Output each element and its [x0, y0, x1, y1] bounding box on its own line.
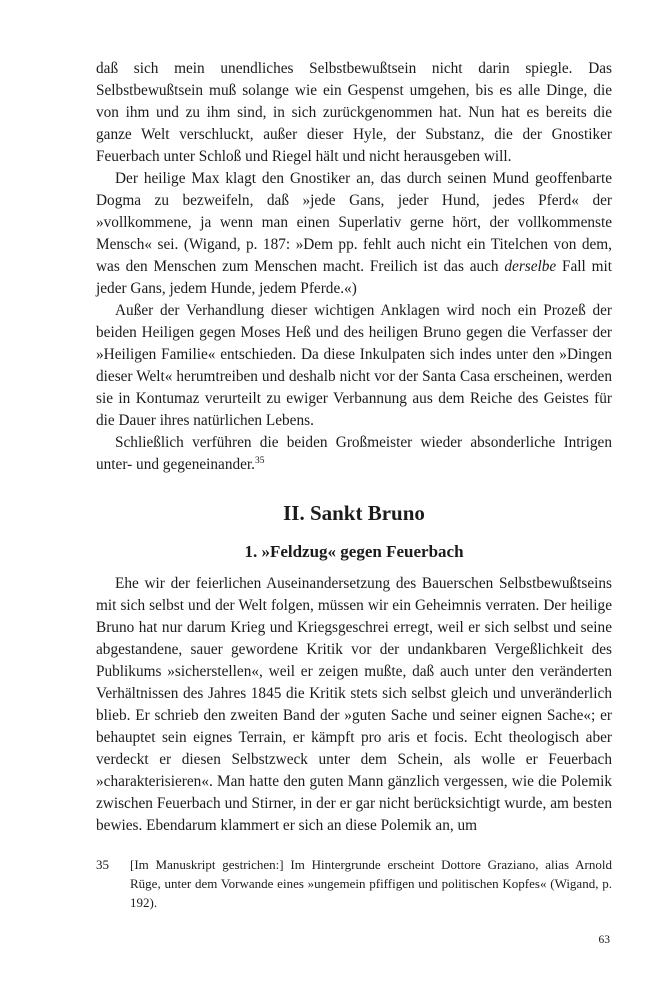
- chapter-title: II. Sankt Bruno: [283, 501, 425, 525]
- footnote-reference: 35: [254, 456, 265, 466]
- paragraph-2: [96, 168, 612, 300]
- paragraph-1-text: daß sich mein unendliches Selbstbewußtsein nicht darin spiegle. Das Selbstbewußtsein muß solange wie ein Gespenst umgehen, bis es alle Dinge, die von ihm und zu ihm sind, in sich zurückgenommen hat. Nun hat es bereits die ganze Welt verschluckt, außer dieser Hyle, der Substanz, die der Gnostiker Feuerbach unter Schloß und Riegel hält und nicht herausgeben will.: [96, 60, 612, 165]
- paragraph-3-text: Außer der Verhandlung dieser wichtigen Anklagen wird noch ein Prozeß der beiden Heiligen gegen Moses Heß und des heiligen Bruno gegen die Verfasser der »Heiligen Familie« entschieden. Da diese Inkulpaten sich indes unter den »Dingen dieser Welt« herumtreiben und deshalb nicht vor der Santa Casa erscheinen, werden sie in Kontumaz verurteilt zu ewiger Verbannung aus dem Reiche des Geistes für die Dauer ihres natürlichen Lebens.: [96, 302, 612, 429]
- paragraph-3: [96, 300, 612, 432]
- paragraph-2-text: Der heilige Max klagt den Gnostiker an, das durch seinen Mund geoffenbarte Dogma zu bezweifeln, daß »jede Gans, jeder Hund, jedes Pferd« der »vollkommene, ja wenn man einen Superlativ gerne hört, der vollkommenste Mensch« sei. (Wigand, p. 187: »Dem pp. fehlt auch nicht ein Titelchen von dem, was den Menschen zum Menschen macht. Freilich ist das auch: [96, 170, 612, 275]
- section-body: [96, 573, 612, 837]
- page-number: 63: [598, 934, 610, 946]
- body-text: [96, 58, 612, 476]
- paragraph-4: [96, 432, 612, 476]
- footnote-number: 35: [96, 857, 109, 872]
- footnote: [96, 855, 612, 912]
- paragraph-2-text-end: Fall mit jeder Gans, jedem Hunde, jedem Pferde.«): [96, 258, 612, 297]
- emphasis-derselbe: derselbe: [504, 258, 557, 275]
- paragraph-4-text: Schließlich verführen die beiden Großmeister wieder absonderliche Intrigen unter- und gegeneinander.: [96, 434, 612, 473]
- footnote-text: [Im Manuskript gestrichen:] Im Hintergrunde erscheint Dottore Graziano, alias Arnold Rüge, unter dem Vorwande eines »ungemein pfiffigen und politischen Kopfes« (Wigand, p. 192).: [130, 857, 612, 910]
- section-title: 1. »Feldzug« gegen Feuerbach: [244, 542, 464, 561]
- paragraph-1: [96, 58, 612, 168]
- page-body: [96, 58, 612, 837]
- section-paragraph: Ehe wir der feierlichen Auseinandersetzung des Bauerschen Selbstbewußtseins mit sich selbst und der Welt folgen, müssen wir ein Geheimnis verraten. Der heilige Bruno hat nur darum Krieg und Kriegsgeschrei erregt, weil er sich selbst und seine abgestandene, sauer gewordene Kritik vor der undankbaren Vergeßlichkeit des Publikums »sicherstellen«, weil er zeigen mußte, daß auch unter den veränderten Verhältnissen des Jahres 1845 die Kritik stets sich selbst gleich und unveränderlich blieb. Er schrieb den zweiten Band der »guten Sache und seiner eignen Sache«; er behauptet sein eignes Terrain, er kämpft pro aris et focis. Echt theologisch aber verdeckt er diesen Selbstzweck unter dem Schein, als wolle er Feuerbach »charakterisieren«. Man hatte den guten Mann gänzlich vergessen, wie die Polemik zwischen Feuerbach und Stirner, in der er gar nicht berücksichtigt wurde, am besten bewies. Ebendarum klammert er sich an diese Polemik an, um: [96, 575, 612, 834]
